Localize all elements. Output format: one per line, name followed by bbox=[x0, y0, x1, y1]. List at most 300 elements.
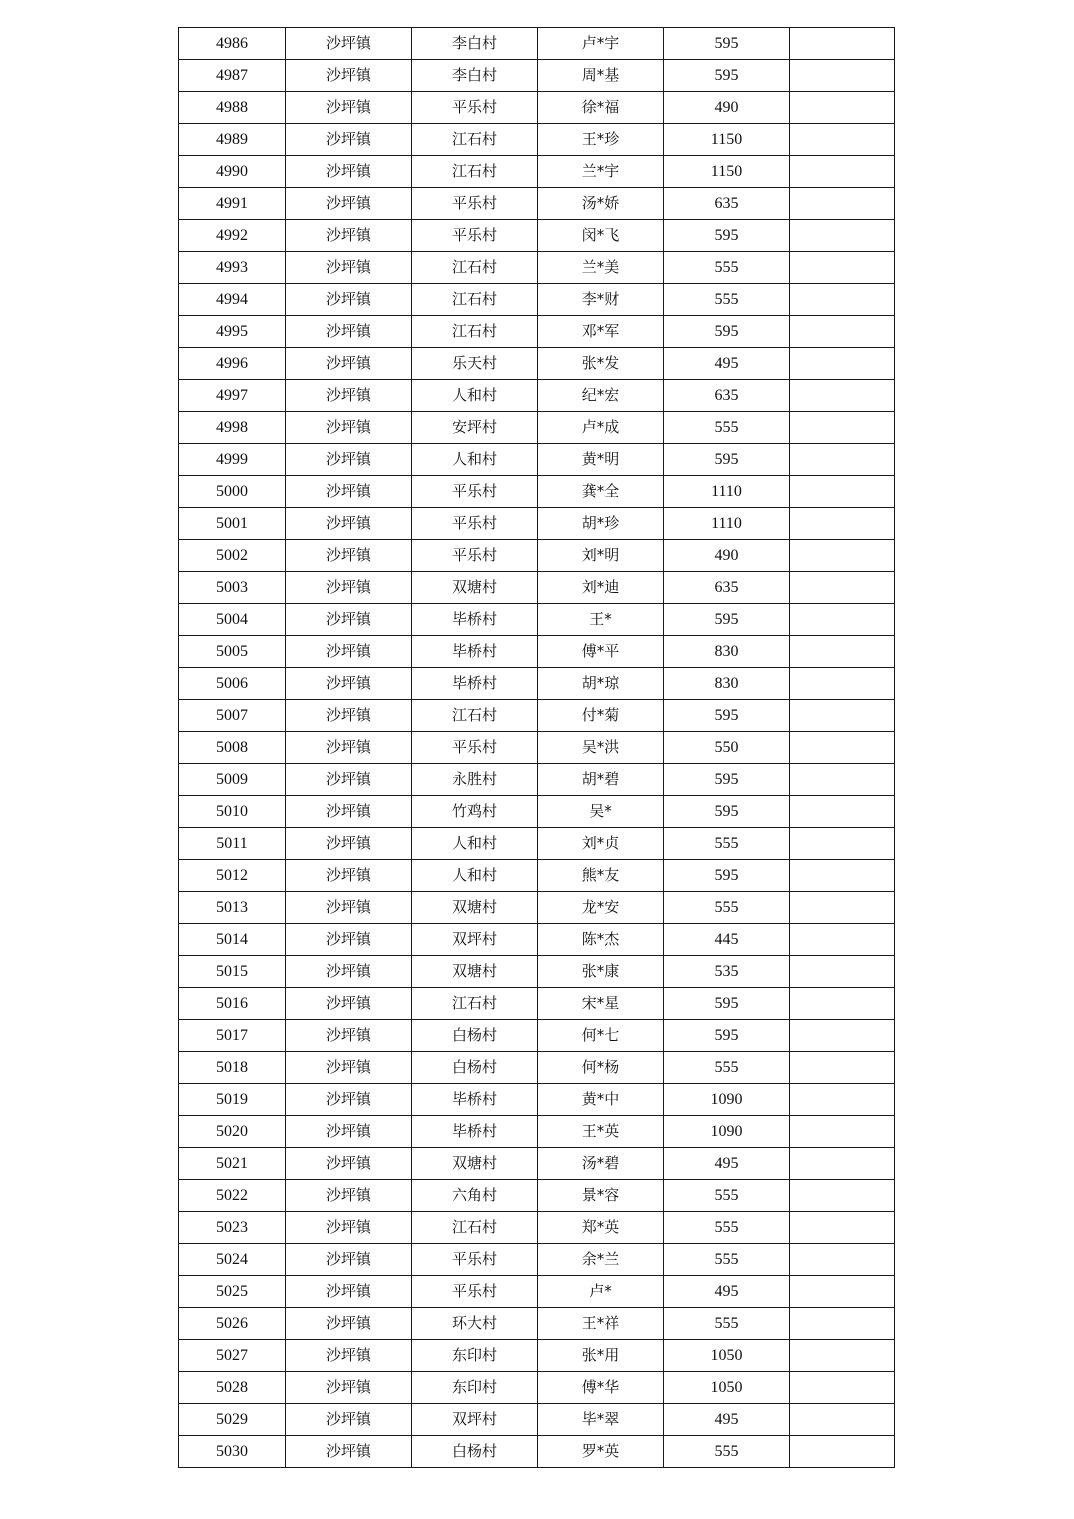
cell-remark bbox=[790, 508, 895, 540]
cell-serial-number: 4995 bbox=[179, 316, 286, 348]
cell-serial-number: 5022 bbox=[179, 1180, 286, 1212]
cell-amount: 595 bbox=[664, 1020, 790, 1052]
cell-serial-number: 5009 bbox=[179, 764, 286, 796]
cell-town: 沙坪镇 bbox=[286, 1436, 412, 1468]
cell-town: 沙坪镇 bbox=[286, 956, 412, 988]
cell-serial-number: 5023 bbox=[179, 1212, 286, 1244]
table-row bbox=[179, 444, 895, 476]
cell-village: 人和村 bbox=[412, 380, 538, 412]
table-row bbox=[179, 60, 895, 92]
cell-remark bbox=[790, 668, 895, 700]
cell-amount: 555 bbox=[664, 252, 790, 284]
cell-remark bbox=[790, 284, 895, 316]
table-row bbox=[179, 1404, 895, 1436]
cell-village: 江石村 bbox=[412, 988, 538, 1020]
cell-remark bbox=[790, 124, 895, 156]
cell-village: 双坪村 bbox=[412, 924, 538, 956]
cell-person-name: 刘*贞 bbox=[538, 828, 664, 860]
cell-remark bbox=[790, 860, 895, 892]
cell-amount: 595 bbox=[664, 796, 790, 828]
table-row bbox=[179, 1244, 895, 1276]
table-row bbox=[179, 892, 895, 924]
cell-amount: 595 bbox=[664, 604, 790, 636]
cell-town: 沙坪镇 bbox=[286, 348, 412, 380]
cell-remark bbox=[790, 1180, 895, 1212]
cell-village: 双塘村 bbox=[412, 572, 538, 604]
cell-remark bbox=[790, 604, 895, 636]
cell-person-name: 张*康 bbox=[538, 956, 664, 988]
table-row bbox=[179, 348, 895, 380]
cell-serial-number: 5000 bbox=[179, 476, 286, 508]
cell-town: 沙坪镇 bbox=[286, 1084, 412, 1116]
cell-amount: 1090 bbox=[664, 1084, 790, 1116]
cell-town: 沙坪镇 bbox=[286, 60, 412, 92]
cell-remark bbox=[790, 764, 895, 796]
cell-amount: 595 bbox=[664, 220, 790, 252]
cell-amount: 1110 bbox=[664, 508, 790, 540]
cell-person-name: 李*财 bbox=[538, 284, 664, 316]
cell-serial-number: 4997 bbox=[179, 380, 286, 412]
cell-town: 沙坪镇 bbox=[286, 732, 412, 764]
cell-village: 平乐村 bbox=[412, 1276, 538, 1308]
table-row bbox=[179, 412, 895, 444]
cell-village: 李白村 bbox=[412, 28, 538, 60]
cell-remark bbox=[790, 1436, 895, 1468]
table-row bbox=[179, 732, 895, 764]
cell-person-name: 傅*平 bbox=[538, 636, 664, 668]
cell-amount: 595 bbox=[664, 860, 790, 892]
cell-amount: 445 bbox=[664, 924, 790, 956]
cell-person-name: 王*珍 bbox=[538, 124, 664, 156]
cell-remark bbox=[790, 572, 895, 604]
cell-village: 竹鸡村 bbox=[412, 796, 538, 828]
cell-amount: 555 bbox=[664, 828, 790, 860]
cell-village: 东印村 bbox=[412, 1372, 538, 1404]
cell-serial-number: 5006 bbox=[179, 668, 286, 700]
cell-amount: 555 bbox=[664, 1052, 790, 1084]
cell-remark bbox=[790, 476, 895, 508]
cell-town: 沙坪镇 bbox=[286, 444, 412, 476]
cell-serial-number: 5028 bbox=[179, 1372, 286, 1404]
cell-remark bbox=[790, 380, 895, 412]
cell-amount: 535 bbox=[664, 956, 790, 988]
cell-amount: 490 bbox=[664, 92, 790, 124]
cell-village: 安坪村 bbox=[412, 412, 538, 444]
cell-town: 沙坪镇 bbox=[286, 412, 412, 444]
cell-amount: 555 bbox=[664, 1436, 790, 1468]
cell-serial-number: 5005 bbox=[179, 636, 286, 668]
cell-village: 环大村 bbox=[412, 1308, 538, 1340]
cell-remark bbox=[790, 444, 895, 476]
cell-serial-number: 5007 bbox=[179, 700, 286, 732]
cell-village: 毕桥村 bbox=[412, 1116, 538, 1148]
table-row bbox=[179, 700, 895, 732]
cell-remark bbox=[790, 892, 895, 924]
cell-serial-number: 5021 bbox=[179, 1148, 286, 1180]
cell-remark bbox=[790, 156, 895, 188]
cell-serial-number: 5003 bbox=[179, 572, 286, 604]
cell-person-name: 汤*碧 bbox=[538, 1148, 664, 1180]
cell-serial-number: 5014 bbox=[179, 924, 286, 956]
cell-amount: 550 bbox=[664, 732, 790, 764]
cell-amount: 555 bbox=[664, 284, 790, 316]
table-row bbox=[179, 1052, 895, 1084]
cell-town: 沙坪镇 bbox=[286, 92, 412, 124]
table-row bbox=[179, 988, 895, 1020]
cell-town: 沙坪镇 bbox=[286, 1212, 412, 1244]
cell-amount: 490 bbox=[664, 540, 790, 572]
cell-village: 双塘村 bbox=[412, 956, 538, 988]
table-row bbox=[179, 1372, 895, 1404]
table-row bbox=[179, 1180, 895, 1212]
cell-person-name: 胡*珍 bbox=[538, 508, 664, 540]
cell-remark bbox=[790, 988, 895, 1020]
cell-town: 沙坪镇 bbox=[286, 156, 412, 188]
cell-person-name: 吴*洪 bbox=[538, 732, 664, 764]
cell-serial-number: 5001 bbox=[179, 508, 286, 540]
cell-town: 沙坪镇 bbox=[286, 1052, 412, 1084]
cell-amount: 555 bbox=[664, 1244, 790, 1276]
cell-amount: 1090 bbox=[664, 1116, 790, 1148]
table-row bbox=[179, 1020, 895, 1052]
cell-serial-number: 5024 bbox=[179, 1244, 286, 1276]
cell-remark bbox=[790, 188, 895, 220]
table-row bbox=[179, 636, 895, 668]
cell-village: 六角村 bbox=[412, 1180, 538, 1212]
cell-person-name: 卢* bbox=[538, 1276, 664, 1308]
cell-village: 人和村 bbox=[412, 444, 538, 476]
cell-amount: 495 bbox=[664, 348, 790, 380]
cell-person-name: 宋*星 bbox=[538, 988, 664, 1020]
table-row bbox=[179, 764, 895, 796]
table-row bbox=[179, 28, 895, 60]
cell-amount: 555 bbox=[664, 1180, 790, 1212]
cell-serial-number: 5025 bbox=[179, 1276, 286, 1308]
cell-person-name: 刘*明 bbox=[538, 540, 664, 572]
cell-remark bbox=[790, 220, 895, 252]
cell-remark bbox=[790, 1020, 895, 1052]
cell-remark bbox=[790, 92, 895, 124]
cell-person-name: 罗*英 bbox=[538, 1436, 664, 1468]
cell-person-name: 傅*华 bbox=[538, 1372, 664, 1404]
cell-town: 沙坪镇 bbox=[286, 1404, 412, 1436]
cell-remark bbox=[790, 1148, 895, 1180]
cell-remark bbox=[790, 1404, 895, 1436]
cell-amount: 495 bbox=[664, 1404, 790, 1436]
cell-amount: 830 bbox=[664, 636, 790, 668]
cell-person-name: 何*杨 bbox=[538, 1052, 664, 1084]
cell-serial-number: 5008 bbox=[179, 732, 286, 764]
cell-remark bbox=[790, 540, 895, 572]
data-table bbox=[178, 27, 895, 1468]
cell-town: 沙坪镇 bbox=[286, 796, 412, 828]
cell-town: 沙坪镇 bbox=[286, 700, 412, 732]
cell-town: 沙坪镇 bbox=[286, 476, 412, 508]
table-body bbox=[179, 28, 895, 1468]
cell-serial-number: 4998 bbox=[179, 412, 286, 444]
table-row bbox=[179, 1148, 895, 1180]
cell-town: 沙坪镇 bbox=[286, 1276, 412, 1308]
cell-town: 沙坪镇 bbox=[286, 316, 412, 348]
cell-person-name: 吴* bbox=[538, 796, 664, 828]
cell-village: 江石村 bbox=[412, 252, 538, 284]
cell-village: 毕桥村 bbox=[412, 668, 538, 700]
cell-amount: 635 bbox=[664, 188, 790, 220]
cell-town: 沙坪镇 bbox=[286, 1244, 412, 1276]
cell-amount: 635 bbox=[664, 572, 790, 604]
cell-amount: 1150 bbox=[664, 124, 790, 156]
cell-person-name: 兰*美 bbox=[538, 252, 664, 284]
cell-village: 江石村 bbox=[412, 124, 538, 156]
cell-serial-number: 5020 bbox=[179, 1116, 286, 1148]
cell-town: 沙坪镇 bbox=[286, 604, 412, 636]
table-row bbox=[179, 156, 895, 188]
cell-town: 沙坪镇 bbox=[286, 860, 412, 892]
cell-village: 乐天村 bbox=[412, 348, 538, 380]
cell-amount: 495 bbox=[664, 1276, 790, 1308]
cell-person-name: 张*发 bbox=[538, 348, 664, 380]
cell-village: 人和村 bbox=[412, 828, 538, 860]
cell-serial-number: 4992 bbox=[179, 220, 286, 252]
cell-town: 沙坪镇 bbox=[286, 220, 412, 252]
table-row bbox=[179, 604, 895, 636]
cell-amount: 1150 bbox=[664, 156, 790, 188]
cell-remark bbox=[790, 1084, 895, 1116]
cell-amount: 555 bbox=[664, 892, 790, 924]
cell-person-name: 卢*成 bbox=[538, 412, 664, 444]
cell-serial-number: 5015 bbox=[179, 956, 286, 988]
cell-person-name: 闵*飞 bbox=[538, 220, 664, 252]
cell-remark bbox=[790, 1244, 895, 1276]
cell-person-name: 熊*友 bbox=[538, 860, 664, 892]
cell-serial-number: 5026 bbox=[179, 1308, 286, 1340]
table-row bbox=[179, 508, 895, 540]
cell-town: 沙坪镇 bbox=[286, 1340, 412, 1372]
cell-person-name: 王* bbox=[538, 604, 664, 636]
cell-village: 双塘村 bbox=[412, 892, 538, 924]
cell-town: 沙坪镇 bbox=[286, 124, 412, 156]
cell-remark bbox=[790, 1372, 895, 1404]
cell-remark bbox=[790, 252, 895, 284]
table-row bbox=[179, 1436, 895, 1468]
cell-person-name: 郑*英 bbox=[538, 1212, 664, 1244]
cell-village: 江石村 bbox=[412, 700, 538, 732]
cell-town: 沙坪镇 bbox=[286, 540, 412, 572]
cell-person-name: 张*用 bbox=[538, 1340, 664, 1372]
cell-person-name: 何*七 bbox=[538, 1020, 664, 1052]
cell-amount: 830 bbox=[664, 668, 790, 700]
cell-person-name: 刘*迪 bbox=[538, 572, 664, 604]
cell-person-name: 龚*全 bbox=[538, 476, 664, 508]
cell-village: 平乐村 bbox=[412, 540, 538, 572]
table-row bbox=[179, 1308, 895, 1340]
cell-person-name: 徐*福 bbox=[538, 92, 664, 124]
table-row bbox=[179, 1116, 895, 1148]
cell-town: 沙坪镇 bbox=[286, 284, 412, 316]
cell-village: 平乐村 bbox=[412, 508, 538, 540]
cell-village: 东印村 bbox=[412, 1340, 538, 1372]
cell-remark bbox=[790, 636, 895, 668]
cell-village: 平乐村 bbox=[412, 476, 538, 508]
cell-person-name: 卢*宇 bbox=[538, 28, 664, 60]
cell-serial-number: 5010 bbox=[179, 796, 286, 828]
cell-serial-number: 5002 bbox=[179, 540, 286, 572]
table-row bbox=[179, 1340, 895, 1372]
cell-town: 沙坪镇 bbox=[286, 1180, 412, 1212]
cell-amount: 1110 bbox=[664, 476, 790, 508]
cell-serial-number: 5019 bbox=[179, 1084, 286, 1116]
cell-person-name: 黄*明 bbox=[538, 444, 664, 476]
cell-town: 沙坪镇 bbox=[286, 28, 412, 60]
table-row bbox=[179, 1084, 895, 1116]
table-row bbox=[179, 796, 895, 828]
cell-serial-number: 5011 bbox=[179, 828, 286, 860]
cell-amount: 555 bbox=[664, 1308, 790, 1340]
cell-person-name: 毕*翠 bbox=[538, 1404, 664, 1436]
cell-serial-number: 5030 bbox=[179, 1436, 286, 1468]
cell-serial-number: 4996 bbox=[179, 348, 286, 380]
cell-person-name: 纪*宏 bbox=[538, 380, 664, 412]
cell-village: 毕桥村 bbox=[412, 1084, 538, 1116]
cell-village: 平乐村 bbox=[412, 92, 538, 124]
table-row bbox=[179, 284, 895, 316]
cell-person-name: 兰*宇 bbox=[538, 156, 664, 188]
table-row bbox=[179, 860, 895, 892]
cell-amount: 595 bbox=[664, 764, 790, 796]
table-row bbox=[179, 92, 895, 124]
table-row bbox=[179, 956, 895, 988]
cell-amount: 555 bbox=[664, 1212, 790, 1244]
table-row bbox=[179, 380, 895, 412]
cell-town: 沙坪镇 bbox=[286, 188, 412, 220]
cell-village: 人和村 bbox=[412, 860, 538, 892]
cell-village: 平乐村 bbox=[412, 1244, 538, 1276]
table-row bbox=[179, 1212, 895, 1244]
cell-village: 白杨村 bbox=[412, 1020, 538, 1052]
cell-serial-number: 5029 bbox=[179, 1404, 286, 1436]
cell-serial-number: 5013 bbox=[179, 892, 286, 924]
table-row bbox=[179, 828, 895, 860]
table-row bbox=[179, 1276, 895, 1308]
cell-serial-number: 5012 bbox=[179, 860, 286, 892]
cell-remark bbox=[790, 60, 895, 92]
cell-person-name: 胡*琼 bbox=[538, 668, 664, 700]
cell-village: 白杨村 bbox=[412, 1436, 538, 1468]
cell-amount: 595 bbox=[664, 700, 790, 732]
cell-remark bbox=[790, 28, 895, 60]
cell-remark bbox=[790, 1276, 895, 1308]
cell-amount: 595 bbox=[664, 60, 790, 92]
cell-town: 沙坪镇 bbox=[286, 1308, 412, 1340]
cell-remark bbox=[790, 316, 895, 348]
cell-village: 平乐村 bbox=[412, 732, 538, 764]
cell-town: 沙坪镇 bbox=[286, 924, 412, 956]
cell-person-name: 景*容 bbox=[538, 1180, 664, 1212]
cell-serial-number: 5027 bbox=[179, 1340, 286, 1372]
cell-serial-number: 5004 bbox=[179, 604, 286, 636]
cell-person-name: 龙*安 bbox=[538, 892, 664, 924]
cell-serial-number: 4994 bbox=[179, 284, 286, 316]
cell-person-name: 王*英 bbox=[538, 1116, 664, 1148]
cell-remark bbox=[790, 1116, 895, 1148]
cell-village: 李白村 bbox=[412, 60, 538, 92]
table-row bbox=[179, 124, 895, 156]
cell-serial-number: 4989 bbox=[179, 124, 286, 156]
cell-serial-number: 4987 bbox=[179, 60, 286, 92]
cell-town: 沙坪镇 bbox=[286, 380, 412, 412]
cell-town: 沙坪镇 bbox=[286, 572, 412, 604]
cell-town: 沙坪镇 bbox=[286, 764, 412, 796]
table-row bbox=[179, 540, 895, 572]
cell-remark bbox=[790, 1340, 895, 1372]
cell-remark bbox=[790, 796, 895, 828]
cell-town: 沙坪镇 bbox=[286, 1116, 412, 1148]
cell-remark bbox=[790, 1052, 895, 1084]
cell-remark bbox=[790, 732, 895, 764]
cell-remark bbox=[790, 828, 895, 860]
cell-amount: 495 bbox=[664, 1148, 790, 1180]
cell-village: 双坪村 bbox=[412, 1404, 538, 1436]
cell-serial-number: 4990 bbox=[179, 156, 286, 188]
cell-remark bbox=[790, 412, 895, 444]
cell-serial-number: 5017 bbox=[179, 1020, 286, 1052]
cell-serial-number: 4986 bbox=[179, 28, 286, 60]
cell-town: 沙坪镇 bbox=[286, 252, 412, 284]
table-row bbox=[179, 316, 895, 348]
cell-town: 沙坪镇 bbox=[286, 988, 412, 1020]
cell-town: 沙坪镇 bbox=[286, 508, 412, 540]
cell-amount: 635 bbox=[664, 380, 790, 412]
cell-amount: 1050 bbox=[664, 1340, 790, 1372]
cell-person-name: 胡*碧 bbox=[538, 764, 664, 796]
cell-village: 江石村 bbox=[412, 1212, 538, 1244]
table-row bbox=[179, 668, 895, 700]
cell-amount: 595 bbox=[664, 316, 790, 348]
cell-remark bbox=[790, 700, 895, 732]
cell-village: 毕桥村 bbox=[412, 604, 538, 636]
cell-village: 永胜村 bbox=[412, 764, 538, 796]
cell-serial-number: 5016 bbox=[179, 988, 286, 1020]
cell-person-name: 周*基 bbox=[538, 60, 664, 92]
cell-person-name: 王*祥 bbox=[538, 1308, 664, 1340]
cell-remark bbox=[790, 1212, 895, 1244]
cell-village: 平乐村 bbox=[412, 220, 538, 252]
cell-person-name: 付*菊 bbox=[538, 700, 664, 732]
cell-person-name: 余*兰 bbox=[538, 1244, 664, 1276]
cell-serial-number: 4988 bbox=[179, 92, 286, 124]
cell-village: 毕桥村 bbox=[412, 636, 538, 668]
cell-village: 江石村 bbox=[412, 284, 538, 316]
cell-town: 沙坪镇 bbox=[286, 1372, 412, 1404]
cell-town: 沙坪镇 bbox=[286, 668, 412, 700]
cell-serial-number: 5018 bbox=[179, 1052, 286, 1084]
cell-remark bbox=[790, 924, 895, 956]
cell-amount: 1050 bbox=[664, 1372, 790, 1404]
table-row bbox=[179, 252, 895, 284]
cell-person-name: 黄*中 bbox=[538, 1084, 664, 1116]
cell-person-name: 陈*杰 bbox=[538, 924, 664, 956]
cell-village: 平乐村 bbox=[412, 188, 538, 220]
cell-amount: 595 bbox=[664, 28, 790, 60]
cell-village: 江石村 bbox=[412, 156, 538, 188]
cell-town: 沙坪镇 bbox=[286, 1020, 412, 1052]
cell-village: 江石村 bbox=[412, 316, 538, 348]
cell-remark bbox=[790, 348, 895, 380]
cell-person-name: 汤*娇 bbox=[538, 188, 664, 220]
table-row bbox=[179, 572, 895, 604]
cell-remark bbox=[790, 1308, 895, 1340]
cell-town: 沙坪镇 bbox=[286, 828, 412, 860]
